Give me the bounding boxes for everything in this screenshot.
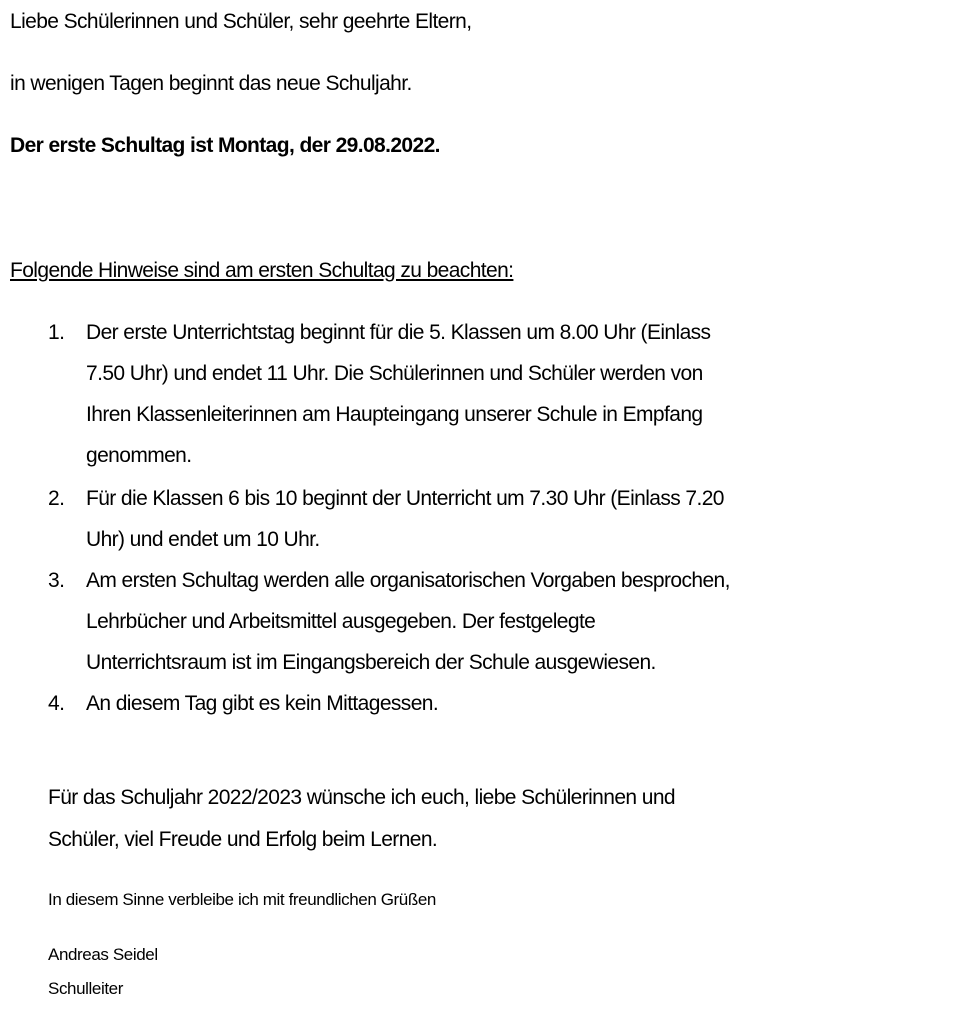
list-number: 1. (48, 321, 65, 344)
intro-paragraph: in wenigen Tagen beginnt das neue Schuljahr. (10, 72, 412, 95)
closing: In diesem Sinne verbleibe ich mit freundlichen Grüßen (48, 890, 436, 909)
list-item-line: genommen. (86, 444, 192, 467)
notes-heading: Folgende Hinweise sind am ersten Schultag zu beachten: (10, 259, 514, 282)
list-item-line: Für die Klassen 6 bis 10 beginnt der Unterricht um 7.30 Uhr (Einlass 7.20 (86, 487, 724, 510)
signature-title: Schulleiter (48, 979, 123, 998)
wishes-line: Schüler, viel Freude und Erfolg beim Lernen. (48, 828, 438, 851)
salutation: Liebe Schülerinnen und Schüler, sehr geehrte Eltern, (10, 10, 472, 33)
list-item-line: Am ersten Schultag werden alle organisatorischen Vorgaben besprochen, (86, 569, 730, 592)
wishes-line: Für das Schuljahr 2022/2023 wünsche ich euch, liebe Schülerinnen und (48, 786, 675, 809)
list-item-line: Uhr) und endet um 10 Uhr. (86, 528, 320, 551)
list-number: 2. (48, 487, 65, 510)
list-item-line: Der erste Unterrichtstag beginnt für die 5. Klassen um 8.00 Uhr (Einlass (86, 321, 711, 344)
list-item-line: 7.50 Uhr) und endet 11 Uhr. Die Schülerinnen und Schüler werden von (86, 362, 703, 385)
list-item-line: An diesem Tag gibt es kein Mittagessen. (86, 692, 439, 715)
signature-name: Andreas Seidel (48, 945, 158, 964)
list-number: 4. (48, 692, 65, 715)
first-day-notice: Der erste Schultag ist Montag, der 29.08.2022. (10, 134, 440, 157)
list-item-line: Lehrbücher und Arbeitsmittel ausgegeben. Der festgelegte (86, 610, 596, 633)
list-item-line: Unterrichtsraum ist im Eingangsbereich der Schule ausgewiesen. (86, 651, 656, 674)
list-number: 3. (48, 569, 65, 592)
list-item-line: Ihren Klassenleiterinnen am Haupteingang unserer Schule in Empfang (86, 403, 703, 426)
